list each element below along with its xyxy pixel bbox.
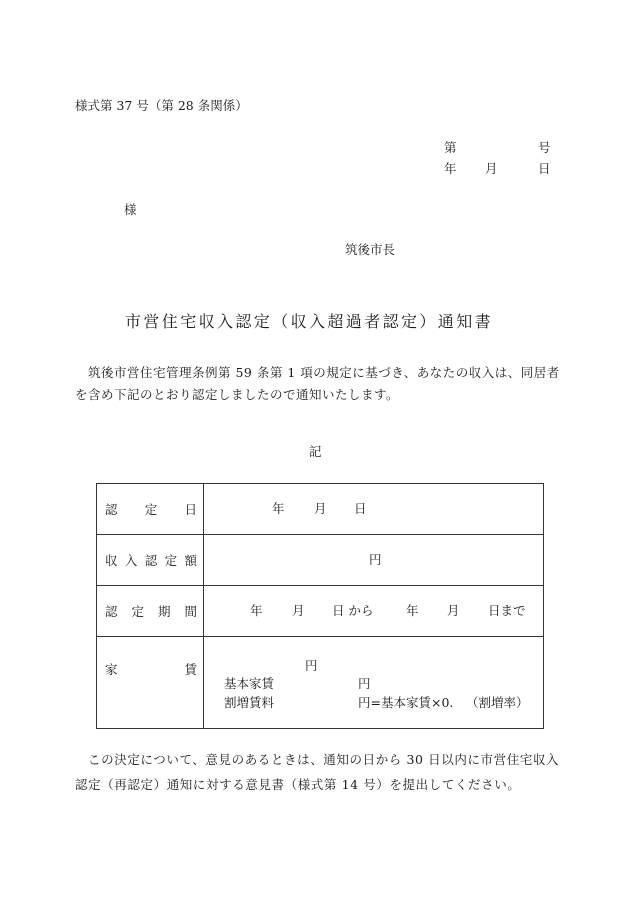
year-unit: 年 bbox=[272, 501, 285, 516]
label-char: 期 bbox=[157, 604, 171, 619]
to-month-unit: 月 bbox=[447, 603, 460, 618]
label-char: 定 bbox=[164, 553, 178, 568]
value-certification-date bbox=[204, 484, 544, 535]
label-certification-period bbox=[97, 586, 204, 637]
row-certification-period bbox=[97, 586, 544, 637]
date-day: 日 bbox=[538, 161, 551, 176]
basic-rent-label: 基本家賃 bbox=[224, 676, 275, 691]
form-number: 様式第 37 号（第 28 条関係） bbox=[75, 98, 248, 113]
closing-paragraph: この決定について、意見のあるときは、通知の日から 30 日以内に市営住宅収入認定（再認定）通知に対する意見書（様式第 14 号）を提出してください。 bbox=[75, 752, 560, 792]
label-char: 入 bbox=[124, 553, 138, 568]
value-certification-period bbox=[204, 586, 544, 637]
surcharge-label: 割増賃料 bbox=[224, 695, 275, 710]
document-number-suffix: 号 bbox=[538, 140, 551, 155]
label-char: 認 bbox=[105, 604, 118, 619]
label-char: 額 bbox=[184, 553, 197, 568]
label-char: 定 bbox=[144, 502, 158, 517]
day-unit: 日 bbox=[354, 501, 367, 516]
date-year: 年 bbox=[444, 161, 457, 176]
label-char: 認 bbox=[144, 553, 158, 568]
surcharge-rate: （割増率） bbox=[466, 695, 529, 710]
date-month: 月 bbox=[485, 161, 498, 176]
from-month-unit: 月 bbox=[292, 603, 305, 618]
from-year-unit: 年 bbox=[250, 603, 263, 618]
rent-yen-unit: 円 bbox=[305, 658, 318, 673]
addressee-suffix: 様 bbox=[124, 202, 137, 217]
row-certification-date bbox=[97, 484, 544, 535]
label-char: 収 bbox=[105, 553, 118, 568]
from-day-unit: 日 から bbox=[332, 603, 374, 618]
label-char: 間 bbox=[184, 604, 197, 619]
row-rent bbox=[97, 637, 544, 729]
body-paragraph: 筑後市営住宅管理条例第 59 条第 1 項の規定に基づき、あなたの収入は、同居者を含め下記のとおり認定しましたので通知いたします。 bbox=[75, 365, 560, 402]
label-char: 認 bbox=[105, 502, 118, 517]
value-certified-income bbox=[204, 535, 544, 586]
document-number-prefix: 第 bbox=[444, 140, 457, 155]
month-unit: 月 bbox=[314, 501, 327, 516]
yen-unit: 円 bbox=[369, 552, 382, 567]
surcharge-formula: 円=基本家賃×0. bbox=[358, 695, 454, 710]
label-char: 定 bbox=[131, 604, 144, 619]
basic-rent-yen: 円 bbox=[358, 676, 371, 691]
certification-table bbox=[96, 483, 544, 729]
to-day-unit: 日まで bbox=[488, 603, 526, 618]
value-rent bbox=[204, 637, 544, 729]
to-year-unit: 年 bbox=[406, 603, 419, 618]
issuer-name: 筑後市長 bbox=[345, 242, 396, 257]
label-char: 日 bbox=[184, 502, 197, 517]
ki-heading: 記 bbox=[309, 444, 322, 459]
label-rent bbox=[97, 637, 204, 729]
row-certified-income bbox=[97, 535, 544, 586]
label-char: 賃 bbox=[184, 662, 197, 677]
label-certified-income bbox=[97, 535, 204, 586]
document-title: 市営住宅収入認定（収入超過者認定）通知書 bbox=[125, 312, 494, 331]
label-certification-date bbox=[97, 484, 204, 535]
label-char: 家 bbox=[105, 662, 118, 677]
